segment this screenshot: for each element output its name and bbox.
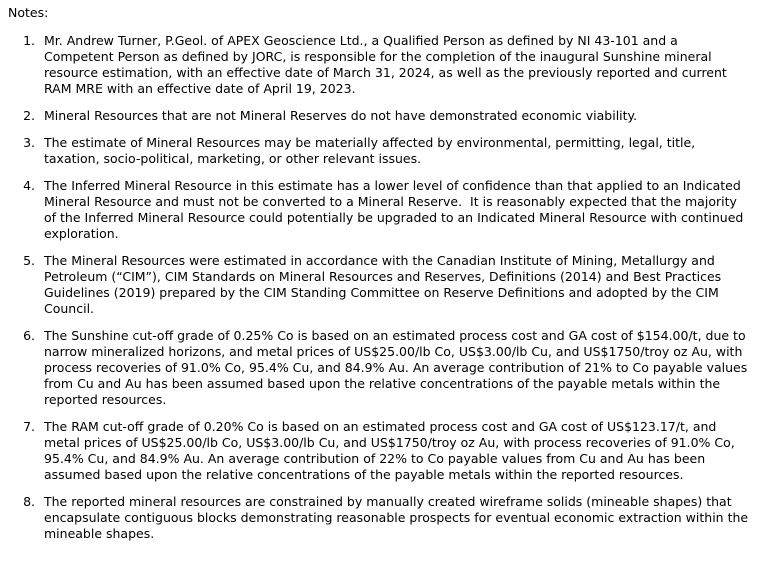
note-text: The Mineral Resources were estimated in accordance with the Canadian Institute of Mining, Metallurgy and Petroleum (“CIM”), CIM Standards on Mineral Resources and Reserves, Definitions (2014) and Best Practices Guidelines (2019) prepared by the CIM Standing Committee on Reserve Definitions and adopted by the CIM Council.	[44, 253, 726, 316]
note-number: 2.	[23, 108, 35, 123]
note-number: 5.	[23, 253, 35, 268]
notes-heading: Notes:	[8, 5, 49, 20]
note-number: 3.	[23, 135, 35, 150]
note-text: Mr. Andrew Turner, P.Geol. of APEX Geoscience Ltd., a Qualified Person as defined by NI 43-101 and a Competent Person as defined by JORC, is responsible for the completion of the inaugural Sunshine mineral resource estimation, with an effective date of March 31, 2024, as well as the previously reported and current RAM MRE with an effective date of April 19, 2023.	[44, 33, 731, 96]
notes-list	[8, 33, 753, 542]
note-number: 1.	[23, 33, 35, 48]
note-text: The RAM cut-off grade of 0.20% Co is based on an estimated process cost and GA cost of US$123.17/t, and metal prices of US$25.00/lb Co, US$3.00/lb Cu, and US$1750/troy oz Au, with process recoveries of 91.0% Co, 95.4% Cu, and 84.9% Au. An average contribution of 22% to Co payable values from Cu and Au has been assumed based upon the relative concentrations of the payable metals within the reported resources.	[44, 419, 739, 482]
note-text: The Sunshine cut-off grade of 0.25% Co is based on an estimated process cost and GA cost of $154.00/t, due to narrow mineralized horizons, and metal prices of US$25.00/lb Co, US$3.00/lb Cu, and US$1750/troy oz Au, with process recoveries of 91.0% Co, 95.4% Cu, and 84.9% Au. An average contribution of 21% to Co payable values from Cu and Au has been assumed based upon the relative concentrations of the payable metals within the reported resources.	[44, 328, 752, 407]
note-number: 7.	[23, 419, 35, 434]
note-number: 4.	[23, 178, 35, 193]
note-number: 6.	[23, 328, 35, 343]
note-text: The estimate of Mineral Resources may be materially affected by environmental, permitting, legal, title, taxation, socio-political, marketing, or other relevant issues.	[44, 135, 700, 166]
note-item-1	[8, 33, 749, 97]
note-text: The Inferred Mineral Resource in this estimate has a lower level of confidence than that applied to an Indicated Mineral Resource and must not be converted to a Mineral Reserve. It is reasonably expected that the majority of the Inferred Mineral Resource could potentially be upgraded to an Indicated Mineral Resource with continued exploration.	[44, 178, 748, 241]
note-item-3	[8, 135, 749, 167]
note-item-7	[8, 419, 749, 483]
note-text: The reported mineral resources are constrained by manually created wireframe solids (mineable shapes) that encapsulate contiguous blocks demonstrating reasonable prospects for eventual economic extraction within the mineable shapes.	[44, 494, 753, 541]
note-item-2	[8, 108, 749, 124]
note-item-5	[8, 253, 749, 317]
note-text: Mineral Resources that are not Mineral Reserves do not have demonstrated economic viability.	[44, 108, 638, 123]
note-item-4	[8, 178, 749, 242]
note-item-6	[8, 328, 752, 408]
note-item-8	[8, 494, 753, 542]
note-number: 8.	[23, 494, 35, 509]
